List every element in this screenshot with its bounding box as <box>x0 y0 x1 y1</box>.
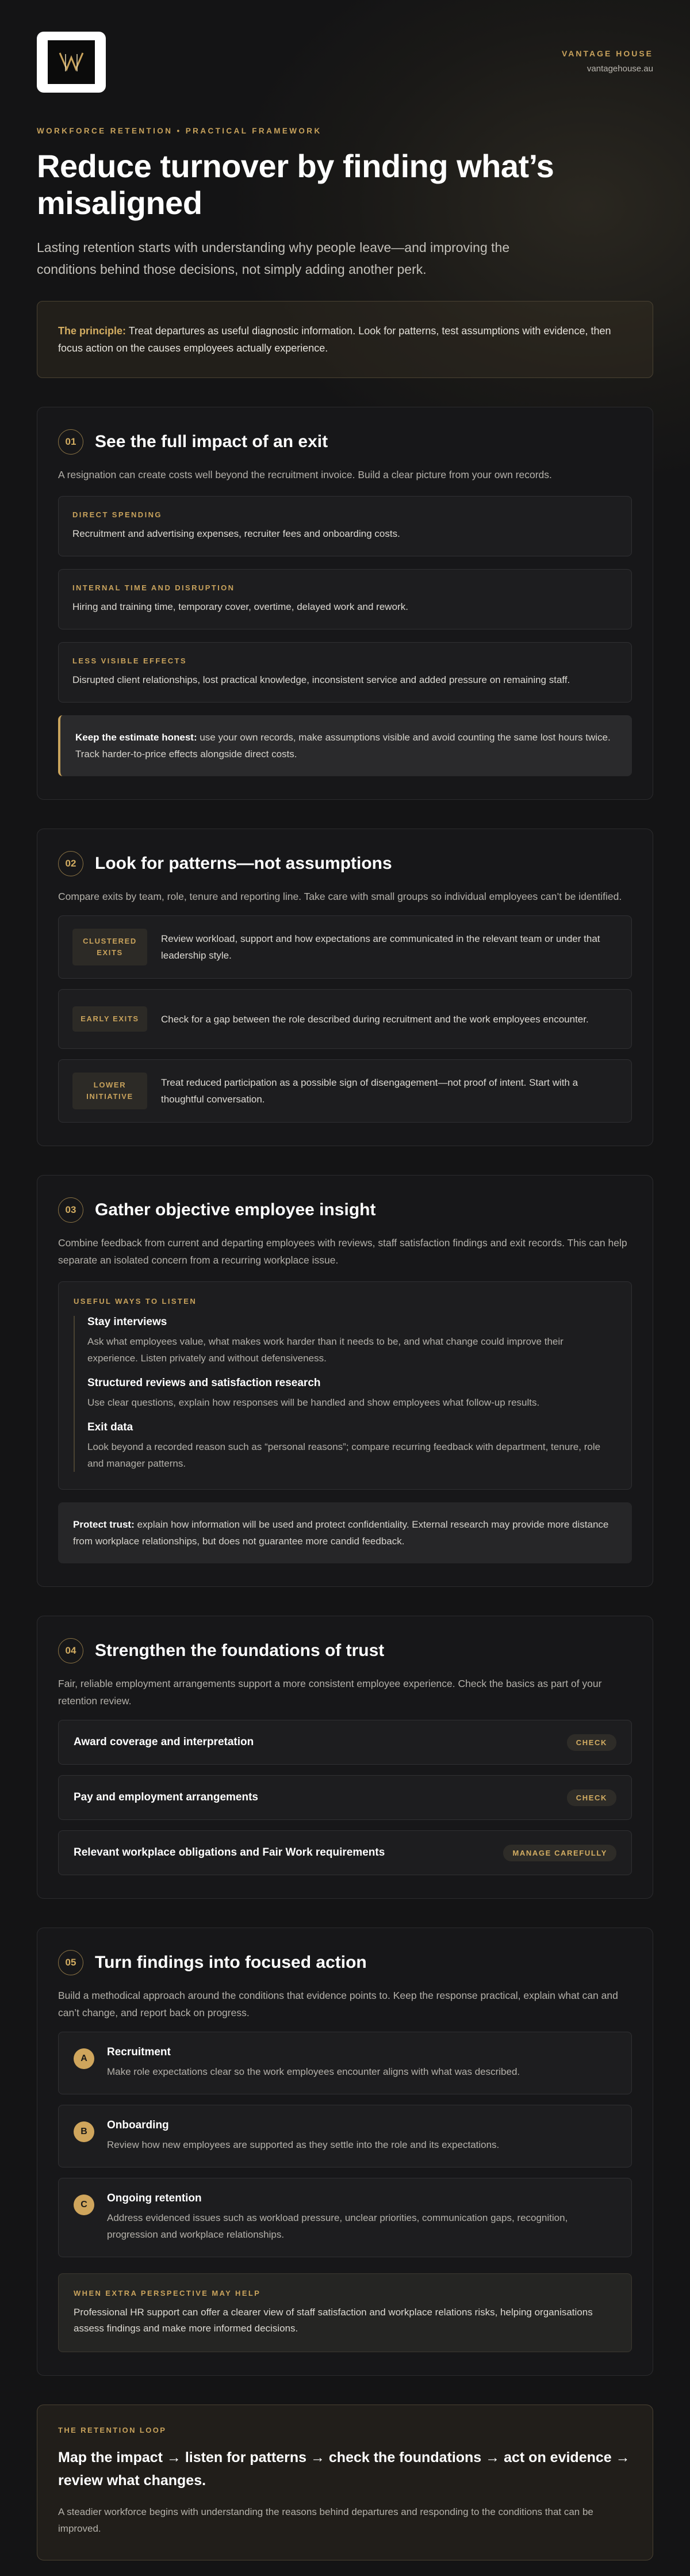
step-title: Recruitment <box>107 2046 171 2058</box>
impact-card-label: DIRECT SPENDING <box>72 510 162 519</box>
hero-eyebrow: WORKFORCE RETENTION • PRACTICAL FRAMEWORK <box>37 127 322 135</box>
check-row <box>58 1720 632 1765</box>
section-title: Turn findings into focused action <box>95 1953 367 1972</box>
listen-list <box>74 1316 616 1472</box>
note-label: Protect trust: <box>73 1519 135 1530</box>
step-title: Onboarding <box>107 2119 169 2131</box>
pattern-row <box>58 915 632 979</box>
header <box>37 0 653 127</box>
note-label: Keep the estimate honest: <box>75 732 197 743</box>
brand-block <box>562 32 653 74</box>
section-intro: Compare exits by team, role, tenure and reporting line. Take care with small groups so individual employees can’t be identified. <box>58 891 622 902</box>
principle-callout <box>37 301 653 378</box>
listen-panel <box>58 1281 632 1490</box>
section-title: Strengthen the foundations of trust <box>95 1641 385 1660</box>
section-intro: Fair, reliable employment arrangements support a more consistent employee experience. Check the basics as part of your retention review. <box>58 1678 602 1707</box>
step-letter: C <box>74 2195 94 2215</box>
step-text: Address evidenced issues such as workload pressure, unclear priorities, communication gaps, recognition, progression and workplace relationships. <box>107 2212 568 2240</box>
loop-text: Map the impact → listen for patterns → check the foundations → act on evidence → review what changes. <box>58 2449 630 2489</box>
check-row <box>58 1775 632 1820</box>
section-title: Look for patterns—not assumptions <box>95 854 392 873</box>
check-title: Award coverage and interpretation <box>74 1736 254 1748</box>
listen-item-title: Stay interviews <box>87 1316 167 1328</box>
section-action <box>37 1928 653 2376</box>
impact-card-label: INTERNAL TIME AND DISRUPTION <box>72 583 235 592</box>
listen-item-title: Structured reviews and satisfaction research <box>87 1377 321 1389</box>
loop-footnote: A steadier workforce begins with understanding the reasons behind departures and responding to the conditions that can be improved. <box>58 2506 593 2534</box>
step-body <box>107 2046 520 2080</box>
impact-card-label: LESS VISIBLE EFFECTS <box>72 657 187 665</box>
section-number: 01 <box>58 429 83 455</box>
section-title: See the full impact of an exit <box>95 432 328 451</box>
action-step <box>58 2178 632 2257</box>
section-number: 04 <box>58 1638 83 1663</box>
page-title: Reduce turnover by finding what’s misaligned <box>37 148 554 221</box>
logo-mark <box>48 40 95 84</box>
pattern-tag: CLUSTERED EXITS <box>72 929 147 965</box>
pattern-row <box>58 1059 632 1123</box>
check-title: Relevant workplace obligations and Fair Work requirements <box>74 1846 385 1858</box>
section-number: 05 <box>58 1950 83 1975</box>
step-body <box>107 2192 616 2243</box>
step-letter: A <box>74 2048 94 2069</box>
estimate-note <box>58 715 632 776</box>
step-body <box>107 2119 499 2153</box>
section-insight <box>37 1175 653 1587</box>
retention-loop <box>37 2405 653 2560</box>
extra-perspective-panel <box>58 2273 632 2352</box>
listen-item-title: Exit data <box>87 1421 133 1433</box>
hero-lead: Lasting retention starts with understanding why people leave—and improving the conditions behind those decisions, not simply adding another perk. <box>37 240 510 277</box>
section-header <box>58 851 632 876</box>
pattern-text: Review workload, support and how expectations are communicated in the relevant team or under that leadership style. <box>161 933 600 961</box>
action-step <box>58 2032 632 2094</box>
note-text: use your own records, make assumptions visible and avoid counting the same lost hours twice. Track harder-to-price effects alongside direct costs. <box>75 732 611 760</box>
step-text: Review how new employees are supported as they settle into the role and its expectations. <box>107 2139 500 2150</box>
section-number: 02 <box>58 851 83 876</box>
check-title: Pay and employment arrangements <box>74 1791 258 1803</box>
status-badge: CHECK <box>567 1734 616 1751</box>
listen-item-text: Ask what employees value, what makes work harder than it needs to be, and what change could improve their experience. Listen privately and without defensiveness. <box>87 1336 564 1364</box>
brand-logo[interactable] <box>37 32 106 93</box>
section-impact <box>37 407 653 800</box>
section-number: 03 <box>58 1197 83 1223</box>
step-text: Make role expectations clear so the work employees encounter aligns with what was described. <box>107 2066 520 2077</box>
principle-text: Treat departures as useful diagnostic information. Look for patterns, test assumptions with evidence, then focus action on the causes employees actually experience. <box>58 325 611 354</box>
trust-note <box>58 1502 632 1563</box>
impact-card <box>58 642 632 703</box>
note-text: explain how information will be used and protect confidentiality. External research may provide more distance from workplace relationships, but does not guarantee more candid feedback. <box>73 1519 609 1547</box>
logo-monogram-icon <box>54 46 89 78</box>
status-badge: CHECK <box>567 1789 616 1806</box>
impact-card-text: Recruitment and advertising expenses, recruiter fees and onboarding costs. <box>72 528 400 539</box>
brand-url[interactable]: vantagehouse.au <box>586 64 653 74</box>
extra-label: WHEN EXTRA PERSPECTIVE MAY HELP <box>74 2289 261 2298</box>
pattern-row <box>58 989 632 1049</box>
action-step <box>58 2105 632 2167</box>
section-intro: Build a methodical approach around the conditions that evidence points to. Keep the response practical, explain what can and can’t change, and report back on progress. <box>58 1990 618 2018</box>
loop-label: THE RETENTION LOOP <box>58 2426 167 2434</box>
section-header <box>58 1197 632 1223</box>
step-letter: B <box>74 2121 94 2142</box>
listen-item-text: Look beyond a recorded reason such as “personal reasons”; compare recurring feedback with department, tenure, role and manager patterns. <box>87 1441 601 1469</box>
check-row <box>58 1830 632 1875</box>
pattern-text: Check for a gap between the role described during recruitment and the work employees encounter. <box>161 1013 589 1025</box>
step-title: Ongoing retention <box>107 2192 202 2204</box>
principle-label: The principle: <box>58 325 126 337</box>
section-intro: Combine feedback from current and departing employees with reviews, staff satisfaction findings and exit records. This can help separate an isolated concern from a recurring workplace issue. <box>58 1237 627 1266</box>
impact-card-text: Hiring and training time, temporary cover, overtime, delayed work and rework. <box>72 601 408 612</box>
section-header <box>58 429 632 455</box>
impact-card <box>58 569 632 629</box>
section-patterns <box>37 829 653 1146</box>
listen-item-text: Use clear questions, explain how responses will be handled and show employees what follow-up results. <box>87 1397 540 1408</box>
pattern-tag: EARLY EXITS <box>72 1006 147 1032</box>
brand-name: VANTAGE HOUSE <box>561 49 653 58</box>
pattern-text: Treat reduced participation as a possible sign of disengagement—not proof of intent. Start with a thoughtful conversation. <box>161 1077 578 1105</box>
pattern-tag: LOWER INITIATIVE <box>72 1073 147 1109</box>
impact-card <box>58 496 632 556</box>
section-header <box>58 1950 632 1975</box>
section-foundations <box>37 1616 653 1899</box>
status-badge: MANAGE CAREFULLY <box>503 1845 616 1861</box>
section-intro: A resignation can create costs well beyond the recruitment invoice. Build a clear picture from your own records. <box>58 469 552 480</box>
impact-card-text: Disrupted client relationships, lost practical knowledge, inconsistent service and added pressure on remaining staff. <box>72 674 570 685</box>
extra-text: Professional HR support can offer a clearer view of staff satisfaction and workplace relations risks, helping organisations assess findings and make more informed decisions. <box>74 2307 593 2334</box>
section-header <box>58 1638 632 1663</box>
section-title: Gather objective employee insight <box>95 1200 376 1219</box>
listen-label: USEFUL WAYS TO LISTEN <box>74 1297 197 1306</box>
